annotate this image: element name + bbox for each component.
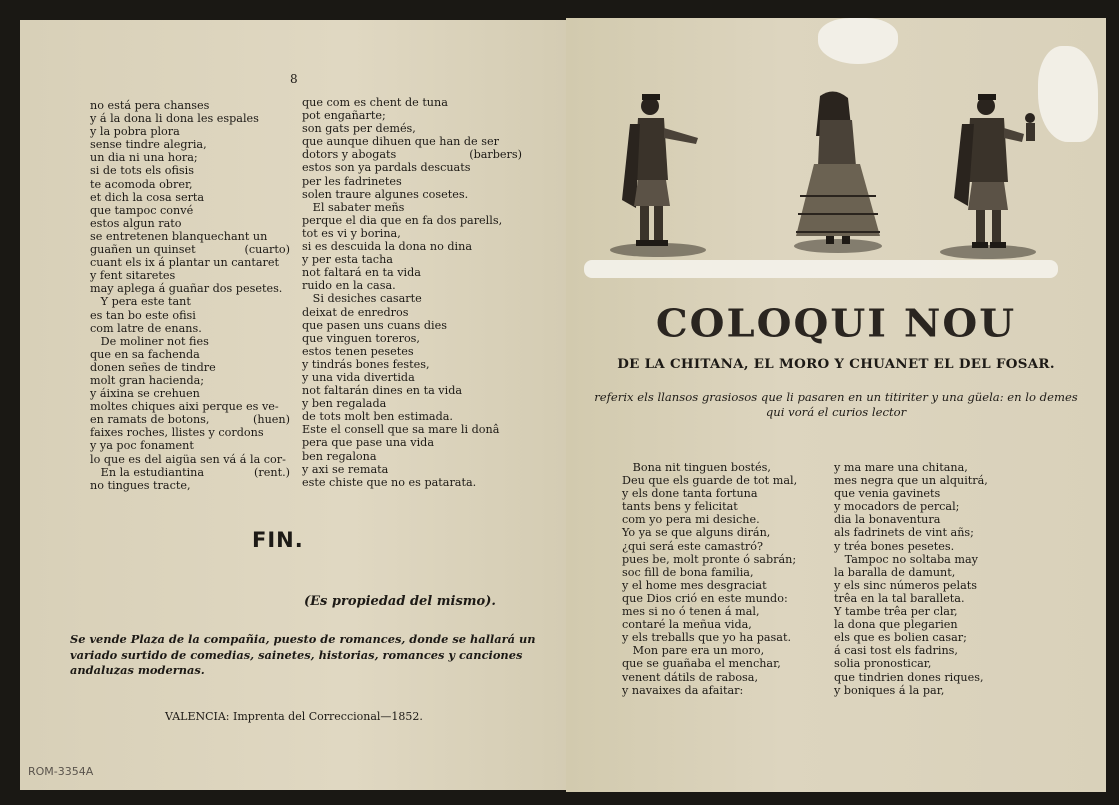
verse-text: lo que es del aigüa sen vá á la cor- [90, 452, 286, 466]
verse-text: Yo ya se que alguns dirán, [622, 526, 771, 540]
right-column-b [834, 461, 1034, 697]
verse-tail: (cuarto) [244, 243, 290, 257]
verse-text: que venia gavinets [834, 487, 941, 501]
verse-line [302, 266, 522, 279]
verse-line [834, 579, 1034, 592]
verse-text: mes si no ó tenen á mal, [622, 605, 760, 619]
verse-line [622, 644, 822, 657]
verse-text: moltes chiques aixi perque es ve- [90, 400, 279, 414]
verse-line [834, 566, 1034, 579]
verse-text: y ma mare una chitana, [834, 461, 968, 474]
verse-text: y els treballs que yo ha pasat. [622, 631, 792, 645]
verse-text: deixat de enredros [302, 305, 409, 319]
property-notice: (Es propiedad del mismo). [304, 594, 496, 609]
verse-line [90, 466, 290, 479]
verse-tail: (barbers) [469, 148, 522, 162]
left-page [20, 20, 568, 790]
verse-line [302, 122, 522, 135]
verse-line [302, 175, 522, 188]
verse-text: y els sinc números pelats [834, 578, 978, 592]
verse-line [302, 306, 522, 319]
verse-text: als fadrinets de vint añs; [834, 526, 974, 540]
verse-line [302, 345, 522, 358]
verse-tail: (rent.) [254, 465, 290, 479]
verse-text: solia pronosticar, [834, 657, 932, 671]
verse-line [302, 358, 522, 371]
verse-line [302, 332, 522, 345]
paper-damage-patch [818, 18, 898, 64]
verse-text: no tingues tracte, [90, 478, 191, 492]
verse-text: com yo pera mi desiche. [622, 513, 760, 527]
verse-line [834, 540, 1034, 553]
verse-text: Tampoc no soltaba may [834, 552, 978, 566]
verse-line [302, 476, 522, 489]
poem-intro: referix els llansos grasiosos que li pasaren en un titiriter y una güela: en lo demes qui vorá el curios lector [594, 390, 1078, 419]
verse-line [622, 540, 822, 553]
verse-line [834, 684, 1034, 697]
verse-line [302, 253, 522, 266]
verse-line [90, 125, 290, 138]
verse-text: et dich la cosa serta [90, 190, 205, 204]
verse-line [834, 631, 1034, 644]
verse-text: y á la dona li dona les espales [90, 112, 259, 126]
verse-line [90, 217, 290, 230]
verse-text: perque el dia que en fa dos parells, [302, 213, 503, 227]
verse-line [834, 461, 1034, 474]
verse-text: y fent sitaretes [90, 269, 176, 283]
left-column-b [302, 96, 522, 489]
verse-text: estos tenen pesetes [302, 344, 414, 358]
verse-text: pues be, molt pronte ó sabrán; [622, 552, 797, 566]
verse-tail: (huen) [253, 413, 290, 427]
verse-text: com latre de enans. [90, 321, 202, 335]
verse-text: soc fill de bona familia, [622, 565, 754, 579]
verse-line [302, 463, 522, 476]
verse-line [302, 109, 522, 122]
verse-line [90, 309, 290, 322]
verse-text: y per esta tacha [302, 253, 393, 267]
verse-line [302, 450, 522, 463]
verse-text: pera que pase una vida [302, 436, 435, 450]
sale-notice: Se vende Plaza de la compañia, puesto de romances, donde se hallará un variado surtido de comedias, sainetes, historias, romances y canciones andaluzas modernas. [70, 632, 536, 677]
verse-line [834, 487, 1034, 500]
verse-line [834, 671, 1034, 684]
verse-text: que tindrien dones riques, [834, 670, 984, 684]
verse-line [90, 426, 290, 439]
verse-text: son gats per demés, [302, 122, 416, 136]
verse-text: molt gran hacienda; [90, 373, 205, 387]
verse-line [90, 204, 290, 217]
verse-line [302, 410, 522, 423]
verse-line [622, 487, 822, 500]
verse-line [302, 201, 522, 214]
verse-text: y axi se remata [302, 462, 389, 476]
verse-line [302, 319, 522, 332]
verse-line [90, 348, 290, 361]
verse-line [302, 148, 522, 161]
verse-text: que aunque dihuen que han de ser [302, 135, 499, 149]
verse-text: y el home mes desgraciat [622, 578, 767, 592]
verse-text: El sabater meñs [302, 200, 405, 214]
verse-line [622, 631, 822, 644]
verse-line [90, 387, 290, 400]
verse-line [622, 500, 822, 513]
verse-line [302, 436, 522, 449]
verse-line [90, 413, 290, 426]
verse-text: y mocadors de percal; [834, 500, 960, 514]
verse-text: tants bens y felicitat [622, 500, 738, 514]
verse-line [90, 138, 290, 151]
verse-text: Bona nit tinguen bostés, [622, 461, 771, 474]
verse-line [834, 553, 1034, 566]
verse-line [90, 256, 290, 269]
verse-text: que Dios crió en este mundo: [622, 591, 788, 605]
verse-line [834, 474, 1034, 487]
verse-line [834, 500, 1034, 513]
verse-text: De moliner not fies [90, 334, 209, 348]
verse-line [90, 191, 290, 204]
catalog-label: ROM-3354A [28, 765, 94, 778]
verse-line [302, 423, 522, 436]
left-column-a [90, 99, 290, 492]
right-column-a [622, 461, 822, 697]
verse-line [90, 151, 290, 164]
verse-line [622, 566, 822, 579]
verse-text: ¿qui será este camastró? [622, 539, 764, 553]
verse-text: per les fadrinetes [302, 174, 402, 188]
verse-line [90, 243, 290, 256]
verse-text: solen traure algunes cosetes. [302, 187, 469, 201]
verse-text: Mon pare era un moro, [622, 644, 765, 658]
verse-line [834, 657, 1034, 670]
verse-line [90, 178, 290, 191]
verse-line [90, 400, 290, 413]
verse-line [622, 684, 822, 697]
verse-text: mes negra que un alquitrá, [834, 474, 988, 488]
verse-text: en ramats de botons, [90, 413, 210, 427]
gypsy-woman-figure-icon [790, 86, 886, 256]
verse-line [90, 269, 290, 282]
verse-text: y tréa bones pesetes. [834, 539, 955, 553]
verse-line [302, 292, 522, 305]
verse-text: Este el consell que sa mare li donâ [302, 423, 500, 437]
verse-text: dotors y abogats [302, 148, 397, 162]
verse-line [90, 295, 290, 308]
verse-line [302, 227, 522, 240]
verse-line [302, 371, 522, 384]
verse-text: pot engañarte; [302, 109, 386, 123]
verse-line [834, 618, 1034, 631]
verse-text: trêa en la tal baralleta. [834, 591, 965, 605]
verse-line [622, 461, 822, 474]
verse-line [834, 526, 1034, 539]
verse-text: y áixina se crehuen [90, 387, 200, 401]
verse-text: que se guañaba el menchar, [622, 657, 781, 671]
verse-line [90, 230, 290, 243]
verse-text: y els done tanta fortuna [622, 487, 758, 501]
verse-text: cuant els ix á plantar un cantaret [90, 256, 279, 270]
verse-text: que vinguen toreros, [302, 331, 420, 345]
verse-text: se entretenen blanquechant un [90, 229, 268, 243]
verse-text: Y tambe trêa per clar, [834, 605, 958, 619]
page-number: 8 [290, 72, 298, 86]
verse-line [622, 671, 822, 684]
verse-text: la dona que plegarien [834, 618, 958, 632]
verse-text: y ya poc fonament [90, 439, 194, 453]
verse-text: not faltará en ta vida [302, 266, 421, 280]
verse-text: que pasen uns cuans dies [302, 318, 447, 332]
verse-line [622, 474, 822, 487]
verse-text: sense tindre alegria, [90, 138, 207, 152]
fin-heading: FIN. [252, 528, 304, 552]
verse-text: estos algun rato [90, 216, 182, 230]
verse-text: tot es vi y borina, [302, 226, 401, 240]
verse-text: este chiste que no es patarata. [302, 475, 477, 489]
verse-line [90, 112, 290, 125]
verse-line [622, 553, 822, 566]
verse-line [90, 99, 290, 112]
verse-text: dia la bonaventura [834, 513, 941, 527]
verse-text: donen señes de tindre [90, 360, 216, 374]
verse-line [90, 479, 290, 492]
verse-line [302, 135, 522, 148]
verse-text: not faltarán dines en ta vida [302, 384, 463, 398]
verse-line [302, 188, 522, 201]
verse-text: estos son ya pardals descuats [302, 161, 471, 175]
chuanet-figure-icon [938, 90, 1048, 260]
verse-line [302, 161, 522, 174]
verse-text: si es descuida la dona no dina [302, 240, 472, 254]
verse-text: que tampoc convé [90, 203, 194, 217]
verse-text: Deu que els guarde de tot mal, [622, 474, 798, 488]
verse-text: faixes roches, llistes y cordons [90, 426, 264, 440]
verse-text: y boniques á la par, [834, 683, 945, 697]
paper-damage-patch [584, 260, 1058, 278]
verse-line [302, 397, 522, 410]
verse-text: Si desiches casarte [302, 292, 422, 306]
verse-text: y ben regalada [302, 397, 387, 411]
verse-line [622, 592, 822, 605]
verse-line [622, 605, 822, 618]
verse-line [834, 513, 1034, 526]
verse-line [90, 322, 290, 335]
verse-line [302, 96, 522, 109]
verse-line [90, 361, 290, 374]
verse-text: á casi tost els fadrins, [834, 644, 958, 658]
verse-line [90, 374, 290, 387]
verse-line [90, 335, 290, 348]
verse-line [90, 439, 290, 452]
poem-title: COLOQUI NOU [655, 301, 1017, 346]
verse-text: si de tots els ofisis [90, 164, 194, 178]
verse-text: may aplega á guañar dos pesetes. [90, 282, 283, 296]
moor-figure-icon [608, 88, 718, 260]
verse-line [834, 605, 1034, 618]
verse-text: guañen un quinset [90, 243, 196, 257]
verse-text: y una vida divertida [302, 370, 415, 384]
verse-text: que en sa fachenda [90, 347, 200, 361]
verse-text: y tindrás bones festes, [302, 357, 430, 371]
verse-text: de tots molt ben estimada. [302, 410, 453, 424]
verse-line [90, 453, 290, 466]
verse-line [302, 214, 522, 227]
right-page [566, 18, 1106, 792]
verse-line [622, 618, 822, 631]
verse-line [302, 279, 522, 292]
verse-text: te acomoda obrer, [90, 177, 193, 191]
imprint-line: VALENCIA: Imprenta del Correccional—1852. [165, 710, 423, 723]
verse-text: ben regalona [302, 449, 377, 463]
verse-line [302, 384, 522, 397]
verse-line [834, 592, 1034, 605]
verse-line [622, 579, 822, 592]
verse-text: no está pera chanses [90, 99, 210, 112]
verse-line [622, 513, 822, 526]
verse-text: un dia ni una hora; [90, 151, 198, 165]
verse-text: venent dátils de rabosa, [622, 670, 759, 684]
verse-text: En la estudiantina [90, 465, 205, 479]
verse-text: que com es chent de tuna [302, 96, 448, 109]
verse-line [622, 526, 822, 539]
verse-text: es tan bo este ofisi [90, 308, 196, 322]
verse-line [90, 164, 290, 177]
verse-text: Y pera este tant [90, 295, 191, 309]
poem-subtitle: DE LA CHITANA, EL MORO Y CHUANET EL DEL FOSAR. [617, 356, 1055, 372]
verse-text: y navaixes da afaitar: [622, 683, 744, 697]
verse-line [834, 644, 1034, 657]
verse-line [302, 240, 522, 253]
verse-text: la baralla de damunt, [834, 565, 956, 579]
verse-text: contaré la meñua vida, [622, 618, 752, 632]
verse-text: els que es bolien casar; [834, 631, 967, 645]
verse-line [90, 282, 290, 295]
verse-text: ruido en la casa. [302, 279, 396, 293]
verse-text: y la pobra plora [90, 125, 180, 139]
verse-line [622, 657, 822, 670]
